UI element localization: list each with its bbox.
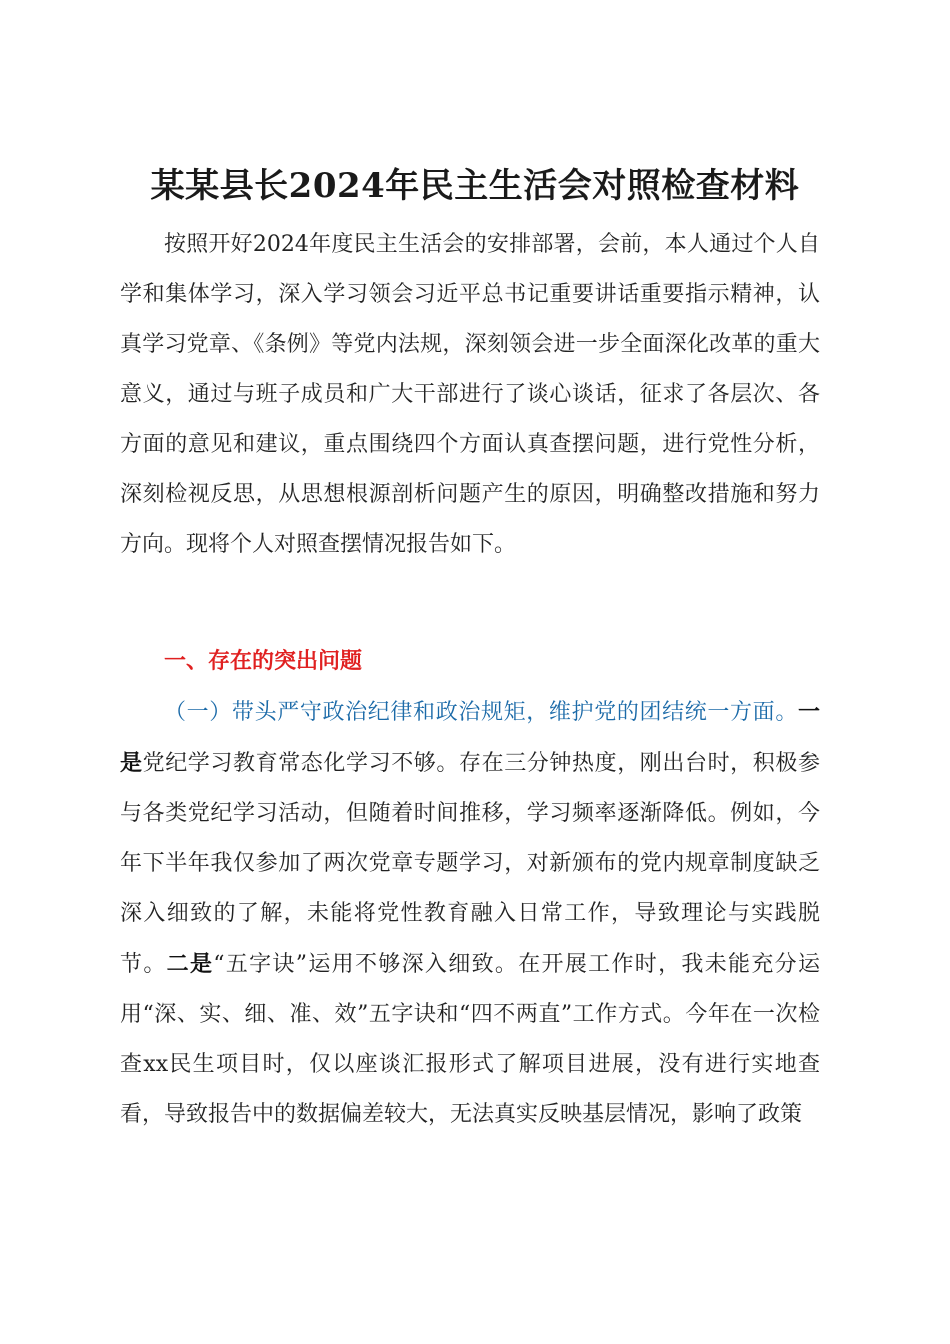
section-heading-problems: 一、存在的突出问题 (164, 649, 363, 674)
point-text-1: 党纪学习教育常态化学习不够。存在三分钟热度，刚出台时，积极参与各类党纪学习活动，但随着时间推移，学习频率逐渐降低。例如，今年下半年我仅参加了两次党章专题学习，对新颁布的党内规章制度缺乏深入细致的了解，未能将党性教育融入日常工作，导致理论与实践脱节。 (120, 751, 820, 977)
document-title: 某某县长2024年民主生活会对照检查材料 (150, 166, 800, 206)
point-marker-1: 一是 (120, 699, 820, 776)
intro-paragraph: 按照开好2024年度民主生活会的安排部署，会前，本人通过个人自学和集体学习，深入学习领会习近平总书记重要讲话重要指示精神，认真学习党章、《条例》等党内法规，深刻领会进一步全面深化改革的重大意义，通过与班子成员和广大干部进行了谈心谈话，征求了各层次、各方面的意见和建议，重点围绕四个方面认真查摆问题，进行党性分析，深刻检视反思，从思想根源剖析问题产生的原因，明确整改措施和努力方向。现将个人对照查摆情况报告如下。 (120, 232, 820, 557)
subsection-heading: （一）带头严守政治纪律和政治规矩，维护党的团结统一方面。 (164, 700, 798, 725)
point-text-2: “五字诀”运用不够深入细致。在开展工作时，我未能充分运用“深、实、细、准、效”五字诀和“四不两直”工作方式。今年在一次检查xx民生项目时，仅以座谈汇报形式了解项目进展，没有进行实地查看，导致报告中的数据偏差较大，无法真实反映基层情况，影响了政策 (120, 952, 820, 1127)
subsection-paragraph-1 (120, 687, 820, 1140)
point-marker-2: 二是 (166, 951, 214, 977)
